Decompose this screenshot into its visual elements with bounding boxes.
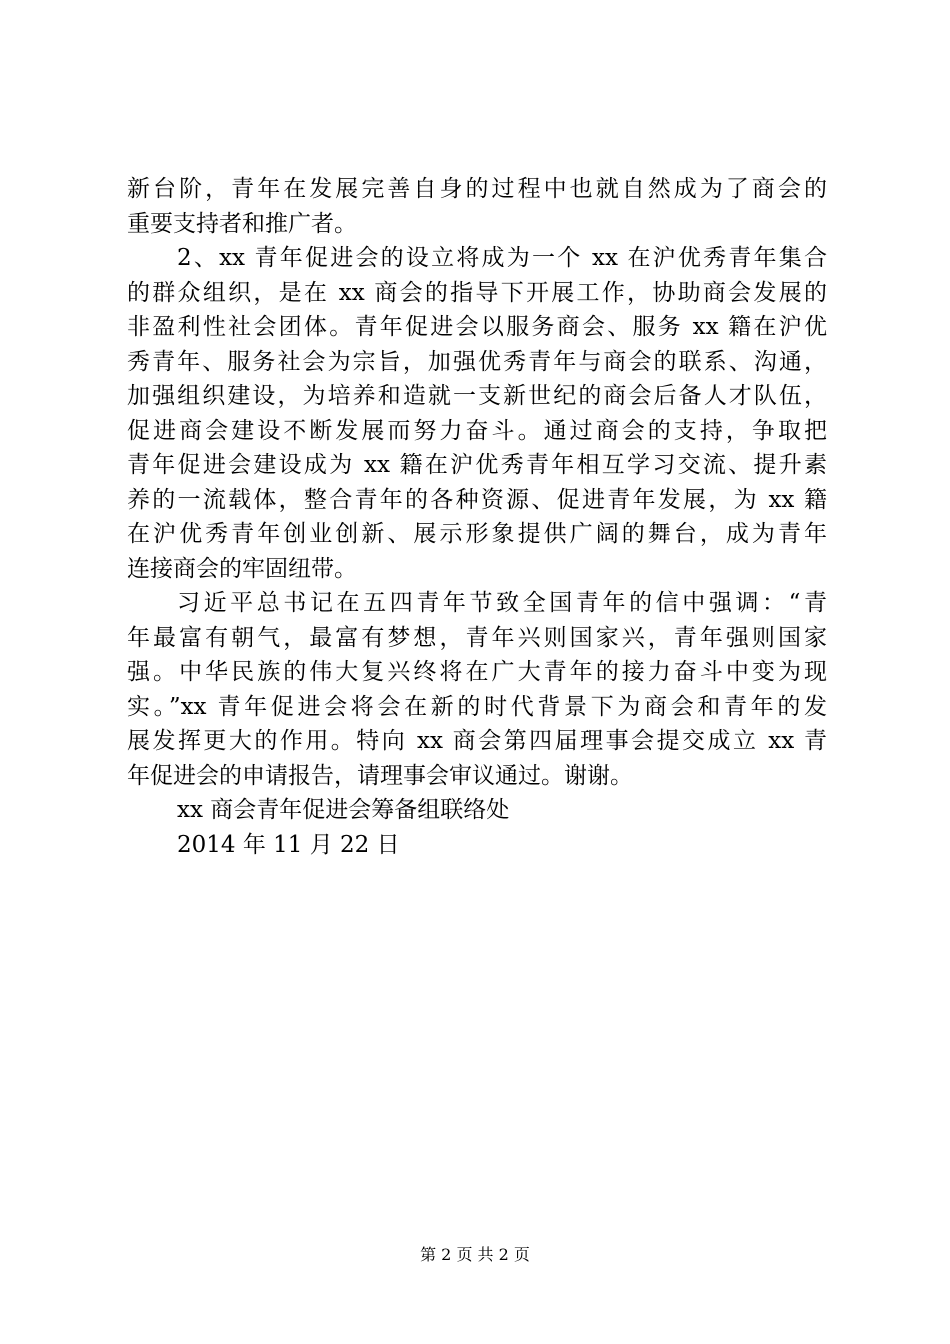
paragraph-line: 2、xx 青年促进会的设立将成为一个 xx 在沪优秀青年集合 [177,245,827,271]
paragraph-line: 青年促进会建设成为 xx 籍在沪优秀青年相互学习交流、提升素 [127,452,827,478]
paragraph-line: 年最富有朝气，最富有梦想，青年兴则国家兴，青年强则国家 [127,624,827,651]
paragraph-line: 新台阶，青年在发展完善自身的过程中也就自然成为了商会的 [127,176,827,202]
signature-organization: xx 商会青年促进会筹备组联络处 [177,797,510,823]
paragraph-line: 促进商会建设不断发展而努力奋斗。通过商会的支持，争取把 [127,417,827,444]
paragraph-line: 非盈利性社会团体。青年促进会以服务商会、服务 xx 籍在沪优 [127,314,827,340]
page-footer: 第 2 页 共 2 页 [420,1245,530,1264]
paragraph-line: 连接商会的牢固纽带。 [127,555,357,582]
document-body [127,172,827,862]
signature-date: 2014 年 11 月 22 日 [177,831,400,858]
paragraph-line: 年促进会的申请报告，请理事会审议通过。谢谢。 [127,762,633,789]
paragraph-line: 实。”xx 青年促进会将会在新的时代背景下为商会和青年的发 [127,693,827,720]
paragraph-line: 的群众组织，是在 xx 商会的指导下开展工作，协助商会发展的 [127,279,827,306]
paragraph-line: 加强组织建设，为培养和造就一支新世纪的商会后备人才队伍， [127,383,827,409]
paragraph-line: 秀青年、服务社会为宗旨，加强优秀青年与商会的联系、沟通， [127,348,827,375]
paragraph-line: 在沪优秀青年创业创新、展示形象提供广阔的舞台，成为青年 [127,521,827,547]
paragraph-line: 习近平总书记在五四青年节致全国青年的信中强调：“青 [177,590,827,616]
paragraph-line: 强。中华民族的伟大复兴终将在广大青年的接力奋斗中变为现 [127,659,827,685]
paragraph-line: 展发挥更大的作用。特向 xx 商会第四届理事会提交成立 xx 青 [127,728,827,754]
paragraph-line: 养的一流载体，整合青年的各种资源、促进青年发展，为 xx 籍 [127,486,827,513]
paragraph-line: 重要支持者和推广者。 [127,210,357,237]
